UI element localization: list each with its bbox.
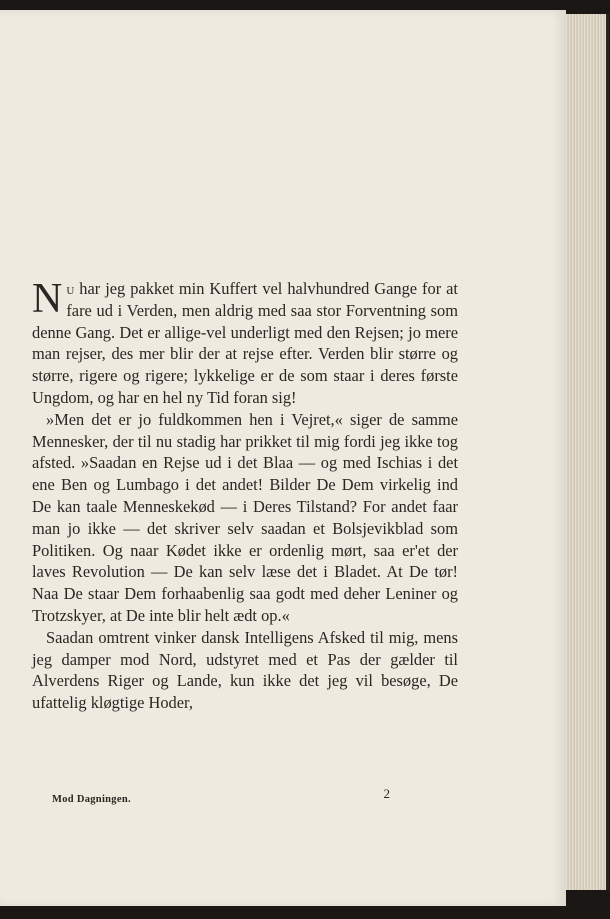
running-title: Mod Dagningen.: [52, 794, 131, 805]
first-word-rest: u: [66, 279, 75, 298]
drop-cap: N: [32, 276, 63, 322]
body-text: [32, 278, 458, 714]
paragraph-2: »Men det er jo fuldkommen hen i Vejret,« siger de samme Mennesker, der til nu stadig har prikket til mig fordi jeg ikke tog afsted. »Saadan en Rejse ud i det Blaa — og med Ischias i det ene Ben og Lumbago i det andet! Bilder De Dem virkelig ind De kan taale Menneskekød — i Deres Tilstand? For andet faar man jo ikke — det skriver selv saadan et Bolsjevikblad som Politiken. Og naar Kødet ikke er ordenlig mørt, saa er'et der laves Revolution — De kan selv læse det i Bladet. At De tør! Naa De staar Dem forhaabenlig saa godt med deher Leniner og Trotzskyer, at De inte blir helt ædt op.«: [32, 409, 458, 625]
page-edges: [566, 14, 609, 890]
paragraph-1-text: har jeg pakket min Kuffert vel halvhundred Gange for at fare ud i Verden, men aldrig med saa stor Forventning som denne Gang. Det er allige-vel underligt med den Rejsen; jo mere man rejser, des mer blir der at rejse efter. Verden blir større og større, rigere og rigere; lykkelige er de som staar i deres første Ungdom, og har en hel ny Tid foran sig!: [32, 279, 458, 407]
paragraph-3: Saadan omtrent vinker dansk Intelligens Afsked til mig, mens jeg damper mod Nord, udstyret med et Pas der gælder til Alverdens Riger og Lande, kun ikke det jeg vil besøge, De ufattelig kløgtige Hoder,: [32, 627, 458, 713]
book-page: [0, 10, 566, 906]
page-footer: [52, 786, 390, 807]
page-number: 2: [383, 786, 390, 801]
paragraph-1: [32, 278, 458, 409]
